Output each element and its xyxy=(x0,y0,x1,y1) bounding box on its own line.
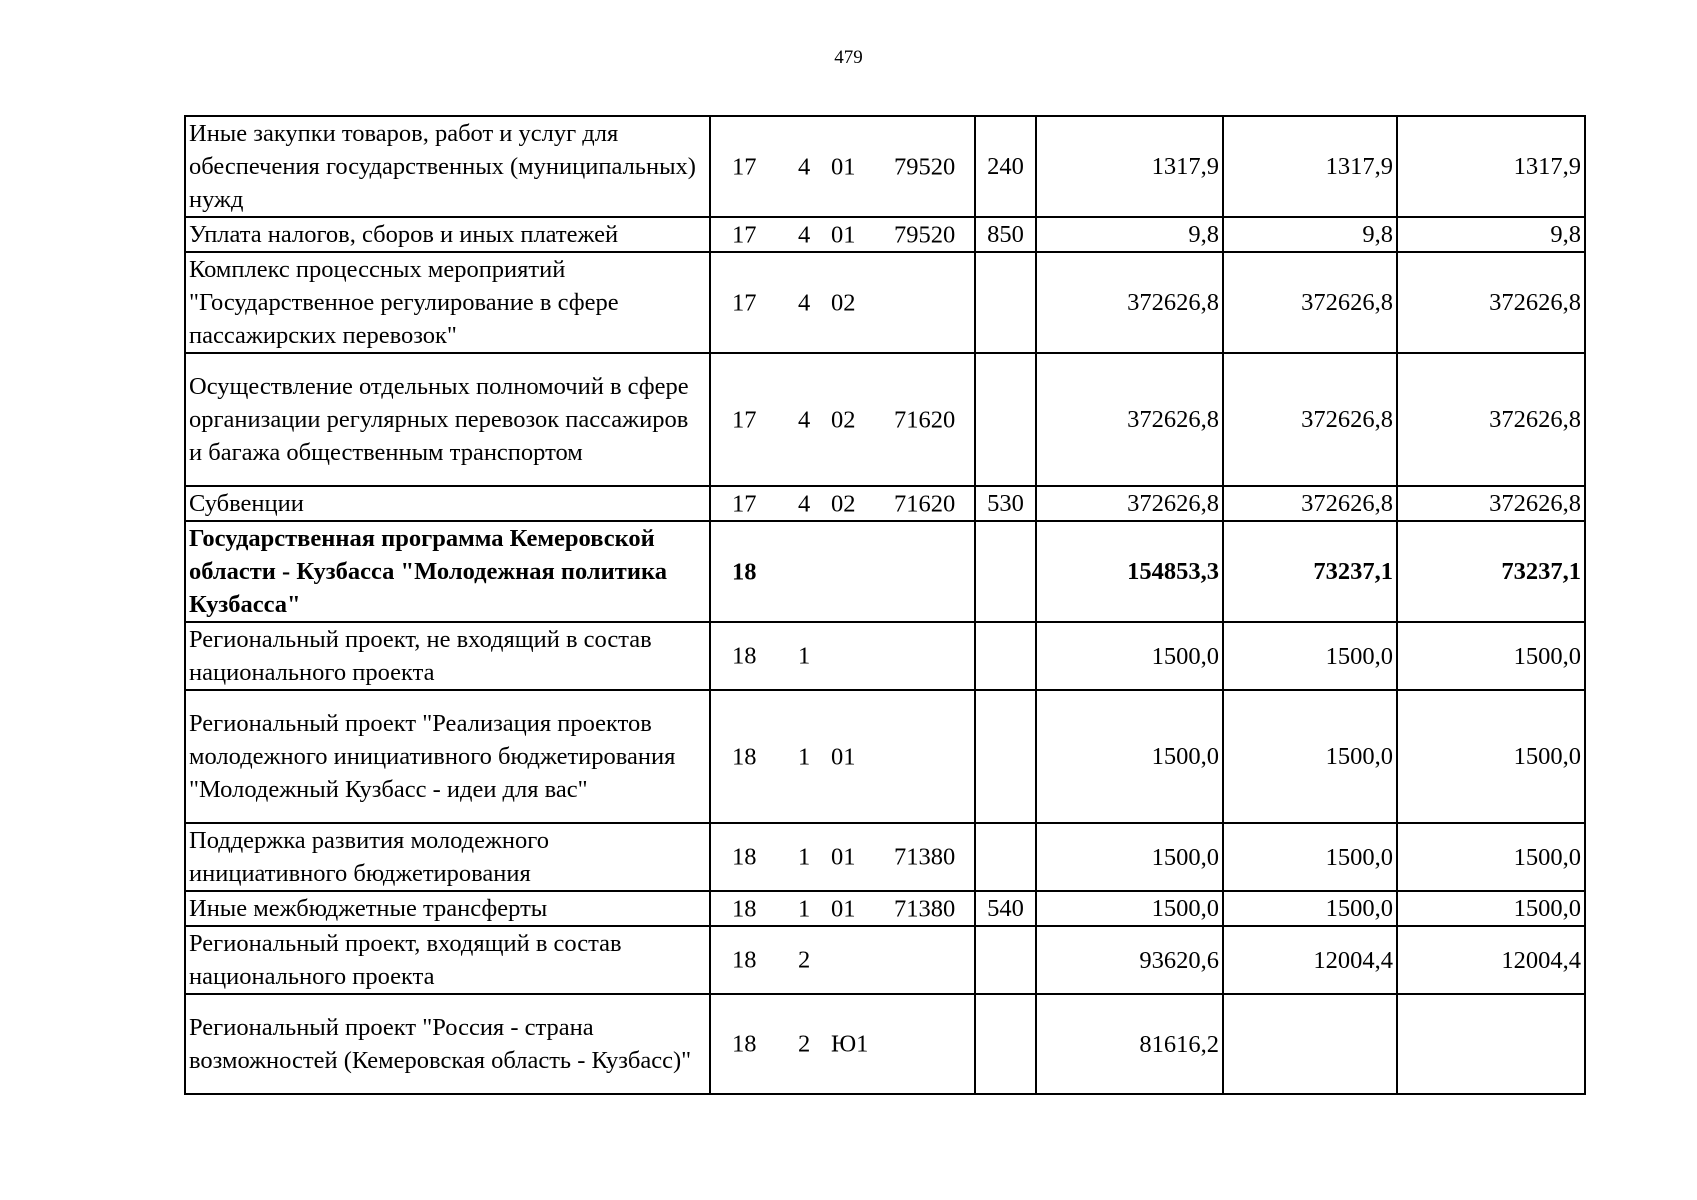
table-row xyxy=(185,891,1585,926)
table-row xyxy=(185,116,1585,217)
table-row xyxy=(185,217,1585,252)
program-code: 18 xyxy=(732,558,757,585)
budget-table xyxy=(184,115,1586,1095)
expense-type-code xyxy=(975,252,1036,353)
subprogram-code: 4 xyxy=(798,406,811,433)
measure-code: 02 xyxy=(831,289,856,316)
table-row xyxy=(185,486,1585,521)
amount-year-1: 93620,6 xyxy=(1036,926,1223,994)
expense-type-code xyxy=(975,353,1036,486)
table-row xyxy=(185,994,1585,1094)
row-target-code xyxy=(710,891,975,926)
amount-year-2: 73237,1 xyxy=(1223,521,1397,622)
row-name: Государственная программа Кемеровской области - Кузбасса "Молодежная политика Кузбасса" xyxy=(185,521,710,622)
page-number: 479 xyxy=(834,47,863,68)
subprogram-code: 4 xyxy=(798,221,811,248)
amount-year-3: 1317,9 xyxy=(1397,116,1585,217)
amount-year-2: 1500,0 xyxy=(1223,622,1397,690)
table-row xyxy=(185,622,1585,690)
amount-year-2: 1317,9 xyxy=(1223,116,1397,217)
amount-year-2: 372626,8 xyxy=(1223,486,1397,521)
table-row xyxy=(185,252,1585,353)
amount-year-1: 372626,8 xyxy=(1036,353,1223,486)
expense-type-code: 850 xyxy=(975,217,1036,252)
subprogram-code: 1 xyxy=(798,895,811,922)
measure-code: 01 xyxy=(831,843,856,871)
table-row xyxy=(185,353,1585,486)
subprogram-code: 2 xyxy=(798,1030,811,1058)
amount-year-1: 1500,0 xyxy=(1036,891,1223,926)
row-target-code xyxy=(710,353,975,486)
amount-year-2: 1500,0 xyxy=(1223,891,1397,926)
amount-year-3: 1500,0 xyxy=(1397,823,1585,891)
amount-year-1: 9,8 xyxy=(1036,217,1223,252)
row-target-code xyxy=(710,823,975,891)
amount-year-2: 9,8 xyxy=(1223,217,1397,252)
direction-code: 71620 xyxy=(894,490,956,517)
program-code: 17 xyxy=(732,406,757,433)
expense-type-code xyxy=(975,521,1036,622)
direction-code: 71380 xyxy=(894,843,956,871)
direction-code: 79520 xyxy=(894,153,956,180)
row-target-code xyxy=(710,690,975,823)
amount-year-3: 372626,8 xyxy=(1397,252,1585,353)
row-target-code xyxy=(710,116,975,217)
amount-year-1: 1500,0 xyxy=(1036,690,1223,823)
amount-year-3: 372626,8 xyxy=(1397,353,1585,486)
amount-year-2 xyxy=(1223,994,1397,1094)
measure-code: 01 xyxy=(831,153,856,180)
amount-year-2: 372626,8 xyxy=(1223,353,1397,486)
row-name: Иные закупки товаров, работ и услуг для обеспечения государственных (муниципальных) нужд xyxy=(185,116,710,217)
amount-year-1: 81616,2 xyxy=(1036,994,1223,1094)
amount-year-1: 1317,9 xyxy=(1036,116,1223,217)
expense-type-code xyxy=(975,622,1036,690)
subprogram-code: 4 xyxy=(798,153,811,180)
amount-year-3: 1500,0 xyxy=(1397,622,1585,690)
row-target-code xyxy=(710,252,975,353)
row-name: Комплекс процессных мероприятий "Государственное регулирование в сфере пассажирских перевозок" xyxy=(185,252,710,353)
amount-year-3: 12004,4 xyxy=(1397,926,1585,994)
row-name: Региональный проект, входящий в состав национального проекта xyxy=(185,926,710,994)
row-name: Осуществление отдельных полномочий в сфере организации регулярных перевозок пассажиров и багажа общественным транспортом xyxy=(185,353,710,486)
amount-year-1: 154853,3 xyxy=(1036,521,1223,622)
program-code: 18 xyxy=(732,946,757,974)
expense-type-code xyxy=(975,994,1036,1094)
measure-code: Ю1 xyxy=(831,1030,869,1058)
amount-year-3: 372626,8 xyxy=(1397,486,1585,521)
direction-code: 71620 xyxy=(894,406,956,433)
amount-year-2: 1500,0 xyxy=(1223,690,1397,823)
row-target-code xyxy=(710,217,975,252)
row-target-code xyxy=(710,926,975,994)
subprogram-code: 1 xyxy=(798,743,811,770)
row-name: Уплата налогов, сборов и иных платежей xyxy=(185,217,710,252)
measure-code: 02 xyxy=(831,406,856,433)
program-code: 18 xyxy=(732,895,757,922)
program-code: 17 xyxy=(732,221,757,248)
row-name: Поддержка развития молодежного инициативного бюджетирования xyxy=(185,823,710,891)
amount-year-1: 1500,0 xyxy=(1036,823,1223,891)
subprogram-code: 4 xyxy=(798,490,811,517)
row-target-code xyxy=(710,486,975,521)
amount-year-3 xyxy=(1397,994,1585,1094)
expense-type-code: 540 xyxy=(975,891,1036,926)
expense-type-code xyxy=(975,690,1036,823)
row-name: Субвенции xyxy=(185,486,710,521)
direction-code: 71380 xyxy=(894,895,956,922)
table-row xyxy=(185,690,1585,823)
amount-year-3: 73237,1 xyxy=(1397,521,1585,622)
amount-year-1: 372626,8 xyxy=(1036,486,1223,521)
measure-code: 01 xyxy=(831,895,856,922)
row-name: Региональный проект "Россия - страна возможностей (Кемеровская область - Кузбасс)" xyxy=(185,994,710,1094)
subprogram-code: 2 xyxy=(798,946,811,974)
program-code: 18 xyxy=(732,743,757,770)
measure-code: 01 xyxy=(831,221,856,248)
program-code: 18 xyxy=(732,843,757,871)
program-code: 17 xyxy=(732,490,757,517)
table-row xyxy=(185,521,1585,622)
expense-type-code: 530 xyxy=(975,486,1036,521)
direction-code: 79520 xyxy=(894,221,956,248)
amount-year-2: 12004,4 xyxy=(1223,926,1397,994)
measure-code: 01 xyxy=(831,743,856,770)
expense-type-code xyxy=(975,823,1036,891)
row-target-code xyxy=(710,994,975,1094)
expense-type-code xyxy=(975,926,1036,994)
amount-year-1: 372626,8 xyxy=(1036,252,1223,353)
subprogram-code: 4 xyxy=(798,289,811,316)
amount-year-2: 1500,0 xyxy=(1223,823,1397,891)
program-code: 18 xyxy=(732,642,757,670)
subprogram-code: 1 xyxy=(798,843,811,871)
table-row xyxy=(185,926,1585,994)
amount-year-2: 372626,8 xyxy=(1223,252,1397,353)
row-name: Региональный проект "Реализация проектов молодежного инициативного бюджетирования "Молодежный Кузбасс - идеи для вас" xyxy=(185,690,710,823)
amount-year-3: 9,8 xyxy=(1397,217,1585,252)
program-code: 17 xyxy=(732,153,757,180)
row-target-code xyxy=(710,521,975,622)
row-name: Региональный проект, не входящий в состав национального проекта xyxy=(185,622,710,690)
program-code: 18 xyxy=(732,1030,757,1058)
row-name: Иные межбюджетные трансферты xyxy=(185,891,710,926)
amount-year-3: 1500,0 xyxy=(1397,891,1585,926)
expense-type-code: 240 xyxy=(975,116,1036,217)
table-row xyxy=(185,823,1585,891)
subprogram-code: 1 xyxy=(798,642,811,670)
amount-year-3: 1500,0 xyxy=(1397,690,1585,823)
amount-year-1: 1500,0 xyxy=(1036,622,1223,690)
measure-code: 02 xyxy=(831,490,856,517)
program-code: 17 xyxy=(732,289,757,316)
row-target-code xyxy=(710,622,975,690)
